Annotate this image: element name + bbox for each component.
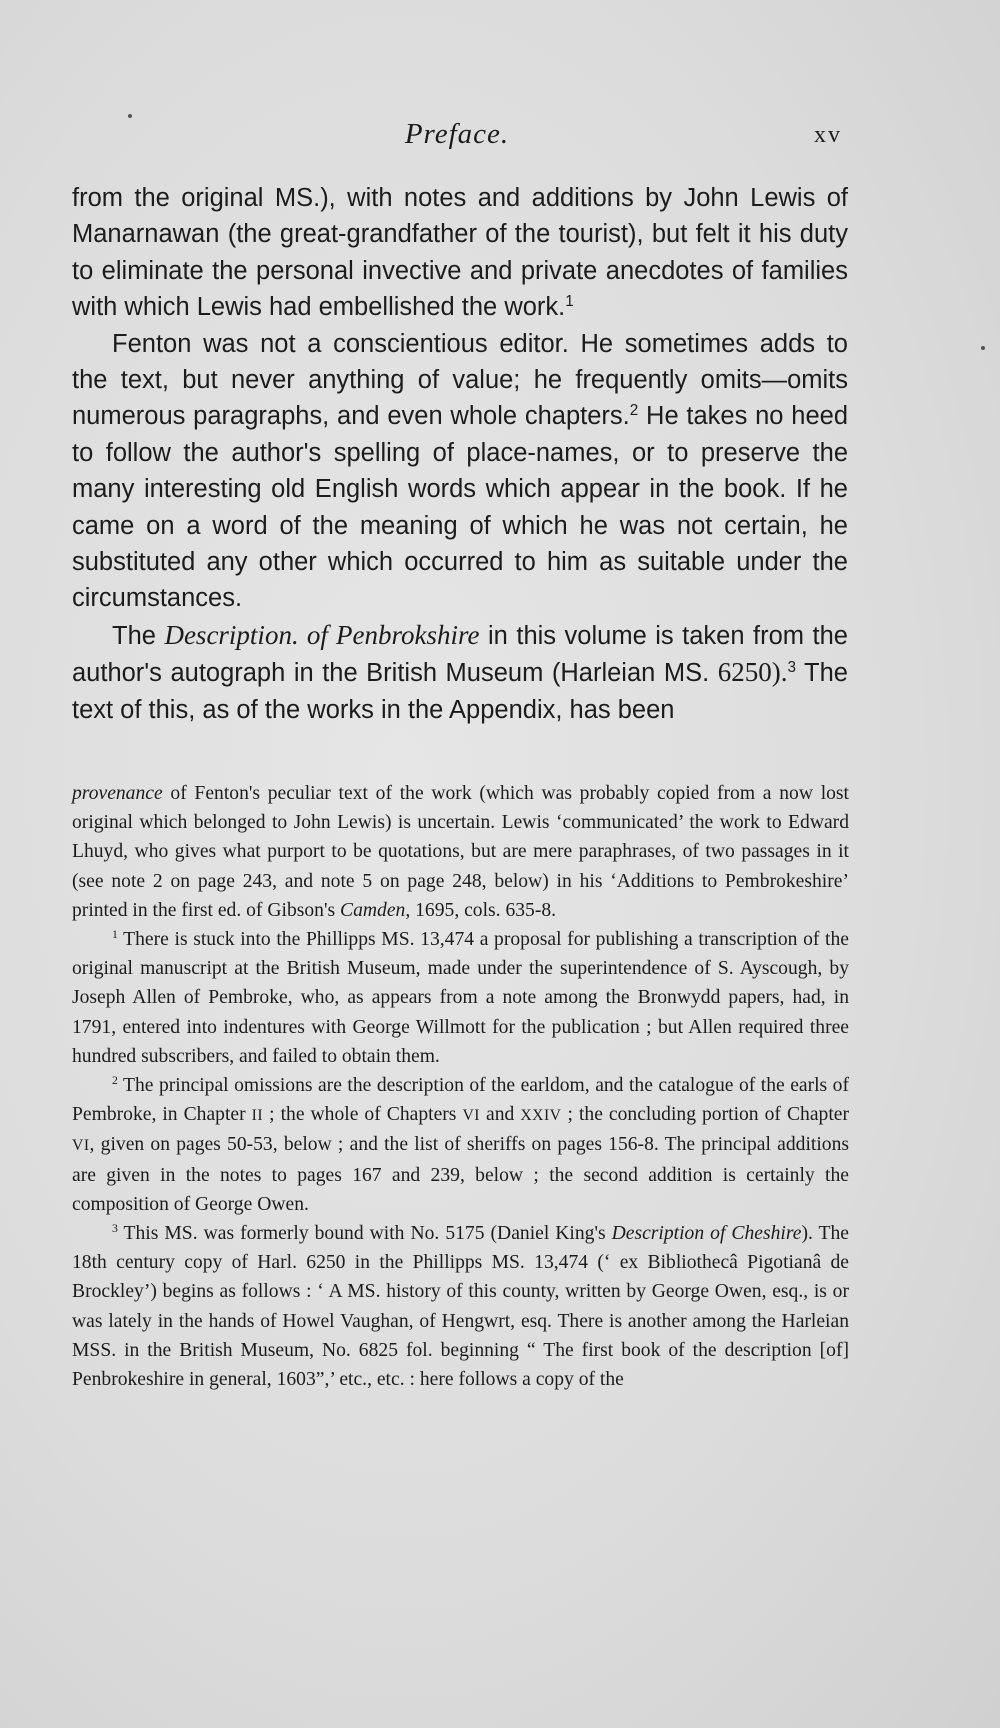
footnote-marker: 3 xyxy=(112,1222,118,1235)
manuscript-number: 6250). xyxy=(717,657,788,688)
paragraph-2 xyxy=(72,326,848,617)
chapter-numeral: VI xyxy=(462,1107,480,1125)
footnote-text: This MS. was formerly bound with No. 5175 (Daniel King's xyxy=(117,1223,612,1245)
paragraph-text: The xyxy=(112,621,165,650)
footnote-ref-2: 2 xyxy=(629,402,639,420)
page-number: xv xyxy=(814,122,842,148)
paper-speck xyxy=(981,346,985,350)
work-title-camden: Camden xyxy=(340,899,406,921)
footnote-text: ). The 18th century copy of Harl. 6250 in the Phillipps MS. 13,474 (‘ ex Bibliothecâ Pigotianâ de Brockley’) begins as follows : ‘ A MS. history of this county, written by George Owen, esq., is or was lately in the hands of Howel Vaughan, of Hengwrt, esq. There is another among the Harleian MSS. in the British Museum, No. 6825 fol. beginning “ The first book of the description [of] Penbrokeshire in general, 1603”,’ etc., etc. : here follows a copy of the xyxy=(72,1223,849,1391)
footnote-lead-word: provenance xyxy=(72,783,163,804)
paragraph-text: Fenton was not a conscientious editor. He sometimes adds to the text, but never anything of value; he frequently omits—omits numerous paragraphs, and even whole chapters. xyxy=(72,329,848,431)
page-header xyxy=(72,118,842,158)
paragraph-text: in this volume is taken from the author's autograph in the British Museum (Harleian MS. xyxy=(72,621,848,688)
footnote-text: of Fenton's peculiar text of the work (which was probably copied from a now lost original which belonged to John Lewis) is uncertain. Lewis ‘communicated’ the work to Edward Lhuyd, who gives what purport to be quotations, but are mere paraphrases, of two passages in it (see note 2 on page 243, and note 5 on page 248, below) in his ‘Additions to Pembrokeshire’ printed in the first ed. of Gibson's xyxy=(72,783,849,921)
footnote-text: The principal omissions are the description of the earldom, and the catalogue of the earls of Pembroke, in Chapter xyxy=(72,1075,849,1126)
footnote-text: and xyxy=(479,1104,521,1126)
paragraph-text: He takes no heed to follow the author's spelling of place-names, or to preserve the many interesting old English words which appear in the book. If he came on a word of the meaning of which he was not certain, he substituted any other which occurred to him as suitable under the circumstances. xyxy=(72,402,848,613)
running-title: Preface. xyxy=(404,118,510,150)
work-title-cheshire: Description of Cheshire xyxy=(611,1223,802,1245)
chapter-numeral: VI xyxy=(72,1137,90,1155)
footnote-ref-3: 3 xyxy=(787,659,796,677)
paragraph-text: from the original MS.), with notes and additions by John Lewis of Manarnawan (the great-grandfather of the tourist), but felt it his duty to eliminate the personal invective and private anecdotes of families with which Lewis had embellished the work. xyxy=(72,184,848,322)
footnote-ref-1: 1 xyxy=(565,293,574,311)
footnote-text: , 1695, cols. 635-8. xyxy=(405,899,557,921)
chapter-numeral: XXIV xyxy=(520,1107,562,1125)
footnote-text: ; the concluding portion of Chapter xyxy=(561,1104,849,1126)
work-title-penbrokshire: Penbrokshire xyxy=(336,619,480,650)
main-text xyxy=(72,180,848,728)
paragraph-text: . of xyxy=(291,619,337,650)
paragraph-text: The text of this, as of the works in the Appendix, has been xyxy=(72,659,848,724)
footnote-3 xyxy=(72,1219,849,1394)
footnote-text: , given on pages 50-53, below ; and the list of sheriffs on pages 156-8. The principal additions are given in the notes to pages 167 and 239, below ; the second addition is certainly the composition of George Owen. xyxy=(72,1134,849,1215)
work-title-description: Description xyxy=(164,619,292,650)
chapter-numeral: II xyxy=(251,1107,264,1125)
footnote-2 xyxy=(72,1071,849,1219)
paragraph-3 xyxy=(72,617,848,728)
footnotes xyxy=(72,779,849,1394)
footnote-continuation xyxy=(72,779,849,925)
footnote-1 xyxy=(72,925,849,1071)
footnote-text: ; the whole of Chapters xyxy=(263,1104,463,1126)
footnote-marker: 1 xyxy=(112,927,118,941)
footnote-text: There is stuck into the Phillipps MS. 13,474 a proposal for publishing a transcription of the original manuscript at the British Museum, made under the superintendence of S. Ayscough, by Joseph Allen of Pembroke, who, as appears from a note among the Bronwydd papers, had, in 1791, entered into indentures with George Willmott for the publication ; but Allen required three hundred subscribers, and failed to obtain them. xyxy=(72,929,849,1067)
footnote-marker: 2 xyxy=(112,1073,118,1087)
paragraph-1 xyxy=(72,180,848,326)
